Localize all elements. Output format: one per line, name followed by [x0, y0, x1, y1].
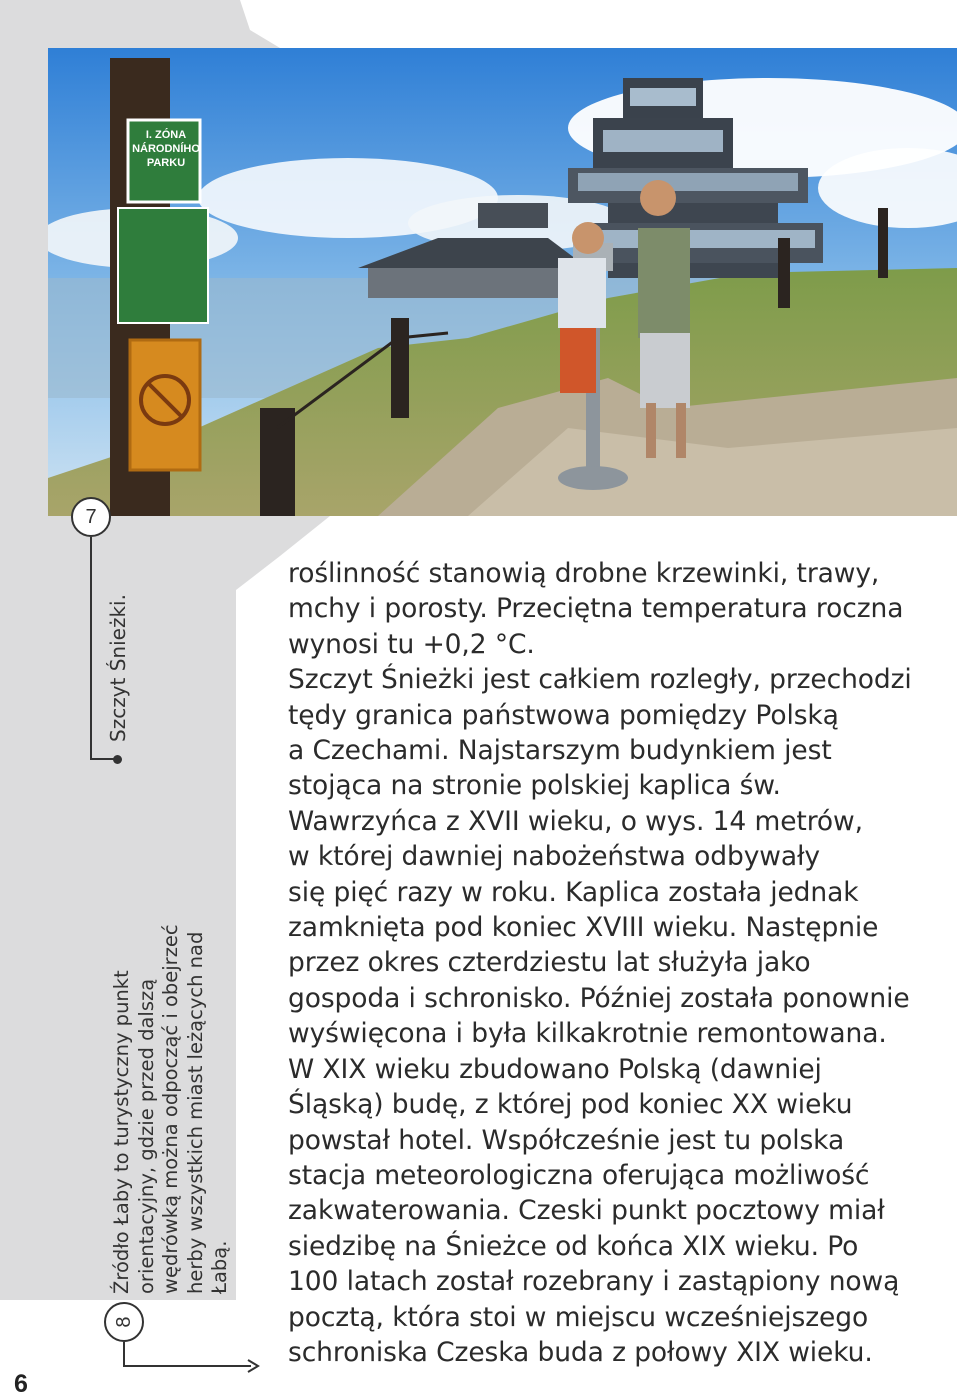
marker-7-dot-link: [90, 758, 116, 760]
article-body-text: roślinność stanowią drobne krzewinki, trawy, mchy i porosty. Przeciętna temperatura roczna wynosi tu +0,2 °C. Szczyt Śnieżki jest całkiem rozległy, przechodzi tędy granica państwowa pomiędzy Polską a Czechami. Najstarszym budynkiem jest stojąca na stronie polskiej kaplica św. Wawrzyńca z XVII wieku, o wys. 14 metrów, w której dawniej nabożeństwa odbywały się pięć razy w roku. Kaplica została jednak zamknięta pod koniec XVIII wieku. Następnie przez okres czterdziestu lat służyła jako gospoda i schronisko. Później została ponownie wyświęcona i była kilkakrotnie remontowana. W XIX wieku zbudowano Polską (dawniej Śląską) budę, z której pod koniec XX wieku powstał hotel. Współcześnie jest tu polska stacja meteorologiczna oferująca możliwość zakwaterowania. Czeski punkt pocztowy miał siedzibę na Śnieżce od końca XIX wieku. Po 100 latach został rozebrany i zastąpiony nową pocztą, która stoi w miejscu wcześniejszego schroniska Czeska buda z połowy XIX wieku.: [288, 558, 912, 1368]
photo-marker-8: [104, 1302, 144, 1342]
caption-7: Szczyt Śnieżki.: [106, 594, 130, 742]
page-number: 6: [14, 1370, 28, 1398]
marker-8-number: 8: [112, 1316, 135, 1328]
arrow-right-icon: [246, 1359, 260, 1373]
marker-7-number: 7: [85, 505, 97, 528]
sign-zone-line2: NÁRODNÍHO: [132, 143, 200, 155]
sign-national-park-zone: [130, 128, 202, 170]
sign-zone-line1: I. ZÓNA: [145, 129, 187, 141]
marker-7-connector: [90, 537, 92, 759]
caption-8: Źródło Łaby to turystyczny punkt orientacyjny, gdzie przed dalszą wędrówką można odpocząć i obejrzeć herby wszystkich miast leżących nad Łabą.: [110, 924, 231, 1294]
sign-zone-line3: PARKU: [146, 157, 186, 169]
snezka-summit-photo: [48, 48, 957, 516]
marker-8-connector-horizontal: [123, 1365, 251, 1367]
marker-8-connector-vertical: [123, 1342, 125, 1366]
photo-marker-7: [71, 497, 111, 537]
